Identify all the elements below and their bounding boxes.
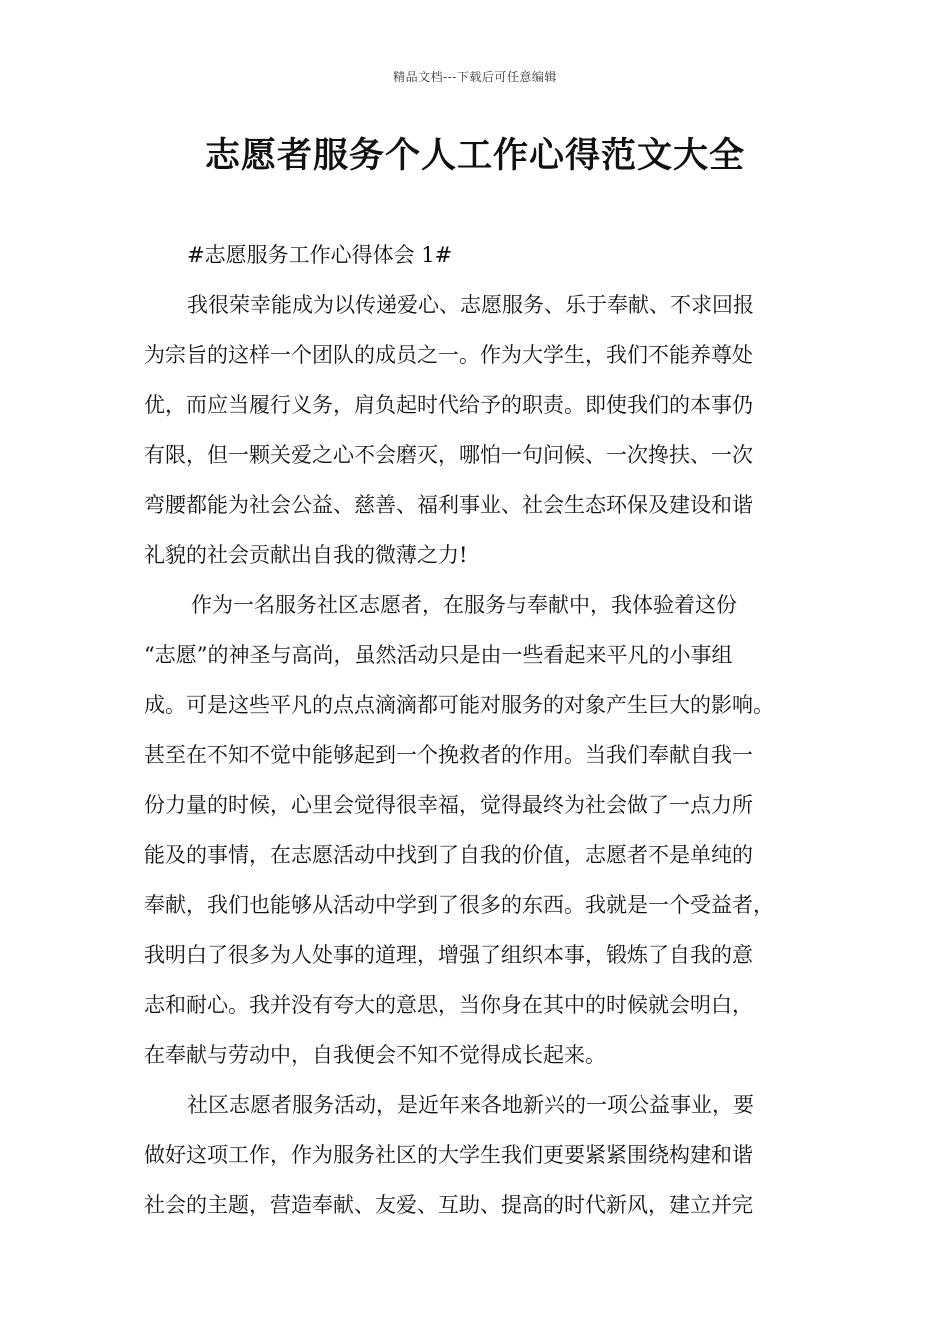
text-line: 份力量的时候，心里会觉得很幸福，觉得最终为社会做了一点力所 [144, 793, 753, 817]
paragraph-2 [144, 580, 822, 1080]
text-line: 为宗旨的这样一个团队的成员之一。作为大学生，我们不能养尊处 [144, 343, 753, 367]
text-line: 有限，但一颗关爱之心不会磨灭，哪怕一句问候、一次搀扶、一次 [144, 443, 753, 467]
text-line: 甚至在不知不觉中能够起到一个挽救者的作用。当我们奉献自我一 [144, 743, 753, 767]
text-line: 优，而应当履行义务，肩负起时代给予的职责。即使我们的本事仍 [144, 393, 753, 417]
text-line: 我很荣幸能成为以传递爱心、志愿服务、乐于奉献、不求回报 [187, 293, 754, 317]
text-line: 社区志愿者服务活动，是近年来各地新兴的一项公益事业，要 [187, 1093, 754, 1117]
section-heading: #志愿服务工作心得体会 1# [187, 243, 453, 267]
text-line: 在奉献与劳动中，自我便会不知不觉得成长起来。 [144, 1043, 606, 1067]
text-line: 能及的事情，在志愿活动中找到了自我的价值，志愿者不是单纯的 [144, 843, 753, 867]
text-line: 作为一名服务社区志愿者，在服务与奉献中，我体验着这份 [191, 593, 737, 617]
text-line: 我明白了很多为人处事的道理，增强了组织本事，锻炼了自我的意 [144, 943, 753, 967]
paragraph-1 [144, 280, 822, 580]
text-line: 弯腰都能为社会公益、慈善、福利事业、社会生态环保及建设和谐 [144, 493, 753, 517]
paragraph-3 [144, 1080, 822, 1230]
text-line: 社会的主题，营造奉献、友爱、互助、提高的时代新风，建立并完 [144, 1193, 753, 1217]
text-line: 奉献，我们也能够从活动中学到了很多的东西。我就是一个受益者， [144, 893, 774, 917]
text-line: “志愿”的神圣与高尚，虽然活动只是由一些看起来平凡的小事组 [144, 643, 733, 667]
document-body [144, 230, 822, 1230]
header-note: 精品文档---下载后可任意编辑 [393, 70, 557, 84]
text-line: 做好这项工作，作为服务社区的大学生我们更要紧紧围绕构建和谐 [144, 1143, 753, 1167]
text-line: 志和耐心。我并没有夸大的意思，当你身在其中的时候就会明白， [144, 993, 753, 1017]
text-line: 成。可是这些平凡的点点滴滴都可能对服务的对象产生巨大的影响。 [144, 693, 774, 717]
text-line: 礼貌的社会贡献出自我的微薄之力! [144, 543, 468, 567]
document-title: 志愿者服务个人工作心得范文大全 [204, 136, 745, 176]
